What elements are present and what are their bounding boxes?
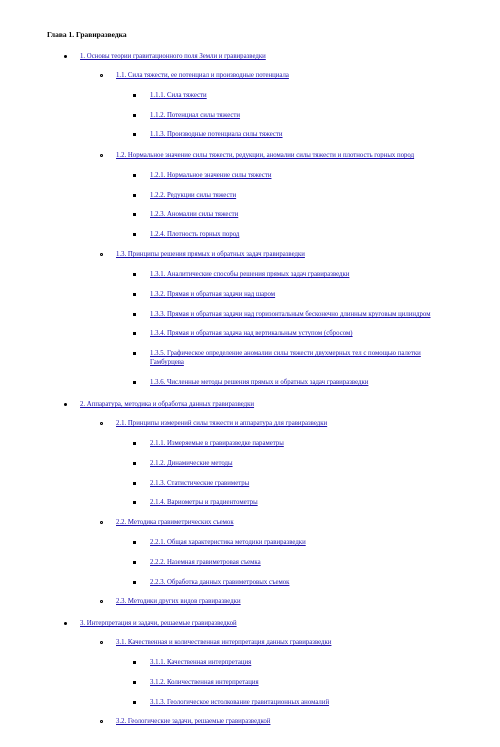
toc-item-3-1[interactable] [116, 638, 331, 647]
toc-item-2[interactable] [80, 400, 254, 409]
bullet-square-icon [133, 194, 136, 197]
toc-link[interactable]: 1. Основы теории гравитационного поля Земли и гравиразведки [80, 53, 266, 60]
toc-item-2-2-1[interactable] [150, 538, 306, 547]
toc-item-1-2-1[interactable] [150, 171, 271, 180]
toc-item-1-2-3[interactable] [150, 210, 238, 219]
toc-item-2-2[interactable] [116, 518, 234, 527]
bullet-square-icon [133, 541, 136, 544]
toc-link[interactable]: 2.2.3. Обработка данных гравиметровых съемок [150, 579, 290, 586]
toc-item-2-2-2[interactable] [150, 558, 261, 567]
toc-item-1-1-2[interactable] [150, 111, 240, 120]
bullet-square-icon [133, 313, 136, 316]
bullet-square-icon [133, 94, 136, 97]
toc-item-1-3[interactable] [116, 250, 305, 259]
toc-item-1-2-4[interactable] [150, 230, 239, 239]
toc-item-1-3-2[interactable] [150, 290, 275, 299]
toc-item-1-3-6[interactable] [150, 378, 368, 387]
bullet-square-icon [133, 561, 136, 564]
bullet-square-icon [133, 462, 136, 465]
toc-link[interactable]: 1.3.6. Численные методы решения прямых и обратных задач гравиразведки [150, 379, 369, 386]
toc-link[interactable]: 1.3.3. Прямая и обратная задачи над горизонтальным бесконечно длинным круговым цилиндром [150, 311, 431, 318]
toc-link[interactable]: 1.3.5. Графическое определение аномалии силы тяжести двухмерных тел с помощью палетки [150, 350, 421, 357]
toc-link[interactable]: 2.1.4. Вариометры и градиентометры [150, 499, 258, 506]
toc-link[interactable]: 3.1.2. Количественная интерпретация [150, 679, 259, 686]
toc-link[interactable]: 1.1. Сила тяжести, ее потенциал и производные потенциала [116, 72, 289, 79]
toc-link[interactable]: 1.2.2. Редукции силы тяжести [150, 192, 237, 199]
toc-link[interactable]: 1.1.3. Производные потенциала силы тяжести [150, 131, 283, 138]
bullet-circle-icon [100, 422, 103, 425]
bullet-square-icon [133, 661, 136, 664]
bullet-square-icon [133, 273, 136, 276]
toc-link[interactable]: 1.1.1. Сила тяжести [150, 92, 207, 99]
bullet-disc-icon [64, 622, 67, 625]
toc-link[interactable]: 2.2.2. Наземная гравиметровая съемка [150, 559, 261, 566]
bullet-square-icon [133, 174, 136, 177]
toc-link[interactable]: 3.1.1. Качественная интерпретация [150, 659, 252, 666]
bullet-square-icon [133, 501, 136, 504]
toc-link[interactable]: 1.2.4. Плотность горных пород [150, 231, 240, 238]
toc-link[interactable]: 2.1.1. Измеряемые в гравиразведке параметры [150, 440, 284, 447]
bullet-square-icon [133, 442, 136, 445]
toc-link[interactable]: 2.2. Методика гравиметрических съемок [116, 519, 234, 526]
toc-item-2-1-4[interactable] [150, 498, 258, 507]
bullet-square-icon [133, 114, 136, 117]
toc-item-3-2[interactable] [116, 717, 270, 726]
toc-item-1-3-5[interactable] [150, 349, 421, 358]
toc-item-1-1-1[interactable] [150, 91, 207, 100]
toc-link[interactable]: 1.3. Принципы решения прямых и обратных задач гравиразведки [116, 251, 305, 258]
bullet-circle-icon [100, 253, 103, 256]
bullet-disc-icon [64, 55, 67, 58]
toc-item-3[interactable] [80, 619, 237, 628]
bullet-square-icon [133, 332, 136, 335]
bullet-circle-icon [100, 74, 103, 77]
bullet-square-icon [133, 381, 136, 384]
bullet-circle-icon [100, 521, 103, 524]
toc-link[interactable]: 1.3.1. Аналитические способы решения прямых задач гравиразведки [150, 271, 350, 278]
toc-item-2-3[interactable] [116, 597, 241, 606]
toc-item-1-2-2[interactable] [150, 191, 236, 200]
toc-link[interactable]: Гамбурцева [150, 359, 184, 366]
toc-link[interactable]: 2.3. Методики других видов гравиразведки [116, 598, 241, 605]
toc-item-1-1[interactable] [116, 71, 289, 80]
bullet-circle-icon [100, 641, 103, 644]
bullet-square-icon [133, 233, 136, 236]
toc-link[interactable]: 3.1. Качественная и количественная интерпретация данных гравиразведки [116, 639, 332, 646]
bullet-circle-icon [100, 154, 103, 157]
toc-link[interactable]: 1.2. Нормальное значение силы тяжести, редукции, аномалии силы тяжести и плотность горных пород [116, 152, 415, 159]
toc-link[interactable]: 1.3.4. Прямая и обратная задача над вертикальным уступом (сбросом) [150, 330, 353, 337]
toc-item-1-3-3[interactable] [150, 310, 431, 319]
toc-link[interactable]: 2.1.3. Статистические гравиметры [150, 480, 250, 487]
toc-item-3-1-3[interactable] [150, 698, 329, 707]
bullet-square-icon [133, 581, 136, 584]
toc-item-2-1-3[interactable] [150, 479, 249, 488]
bullet-disc-icon [64, 403, 67, 406]
toc-item-1[interactable] [80, 52, 266, 61]
toc-item-1-3-5-cont[interactable] [150, 358, 184, 367]
toc-link[interactable]: 2. Аппаратура, методика и обработка данных гравиразведки [80, 401, 255, 408]
toc-item-2-1-1[interactable] [150, 439, 284, 448]
bullet-square-icon [133, 681, 136, 684]
toc-link[interactable]: 1.2.1. Нормальное значение силы тяжести [150, 172, 272, 179]
toc-item-3-1-1[interactable] [150, 658, 251, 667]
toc-link[interactable]: 3.1.3. Геологическое истолкование гравитационных аномалий [150, 699, 330, 706]
toc-link[interactable]: 1.2.3. Аномалии силы тяжести [150, 211, 239, 218]
chapter-heading: Глава 1. Гравиразведка [47, 30, 127, 39]
bullet-square-icon [133, 482, 136, 485]
bullet-square-icon [133, 701, 136, 704]
toc-item-2-1-2[interactable] [150, 459, 233, 468]
toc-item-2-2-3[interactable] [150, 578, 289, 587]
bullet-circle-icon [100, 600, 103, 603]
toc-item-1-1-3[interactable] [150, 130, 283, 139]
bullet-square-icon [133, 213, 136, 216]
toc-link[interactable]: 2.1.2. Динамические методы [150, 460, 233, 467]
toc-item-1-3-4[interactable] [150, 329, 353, 338]
toc-item-3-1-2[interactable] [150, 678, 259, 687]
toc-link[interactable]: 3. Интерпретация и задачи, решаемые гравиразведкой [80, 620, 237, 627]
toc-link[interactable]: 1.1.2. Потенциал силы тяжести [150, 112, 241, 119]
bullet-square-icon [133, 352, 136, 355]
toc-item-2-1[interactable] [116, 419, 327, 428]
toc-link[interactable]: 2.1. Принципы измерений силы тяжести и аппаратура для гравиразведки [116, 420, 328, 427]
toc-link[interactable]: 3.2. Геологические задачи, решаемые гравиразведкой [116, 718, 271, 725]
toc-item-1-2[interactable] [116, 151, 414, 160]
toc-link[interactable]: 1.3.2. Прямая и обратная задачи над шаром [150, 291, 276, 298]
bullet-circle-icon [100, 720, 103, 723]
bullet-square-icon [133, 133, 136, 136]
toc-item-1-3-1[interactable] [150, 270, 349, 279]
toc-link[interactable]: 2.2.1. Общая характеристика методики гравиразведки [150, 539, 306, 546]
bullet-square-icon [133, 293, 136, 296]
